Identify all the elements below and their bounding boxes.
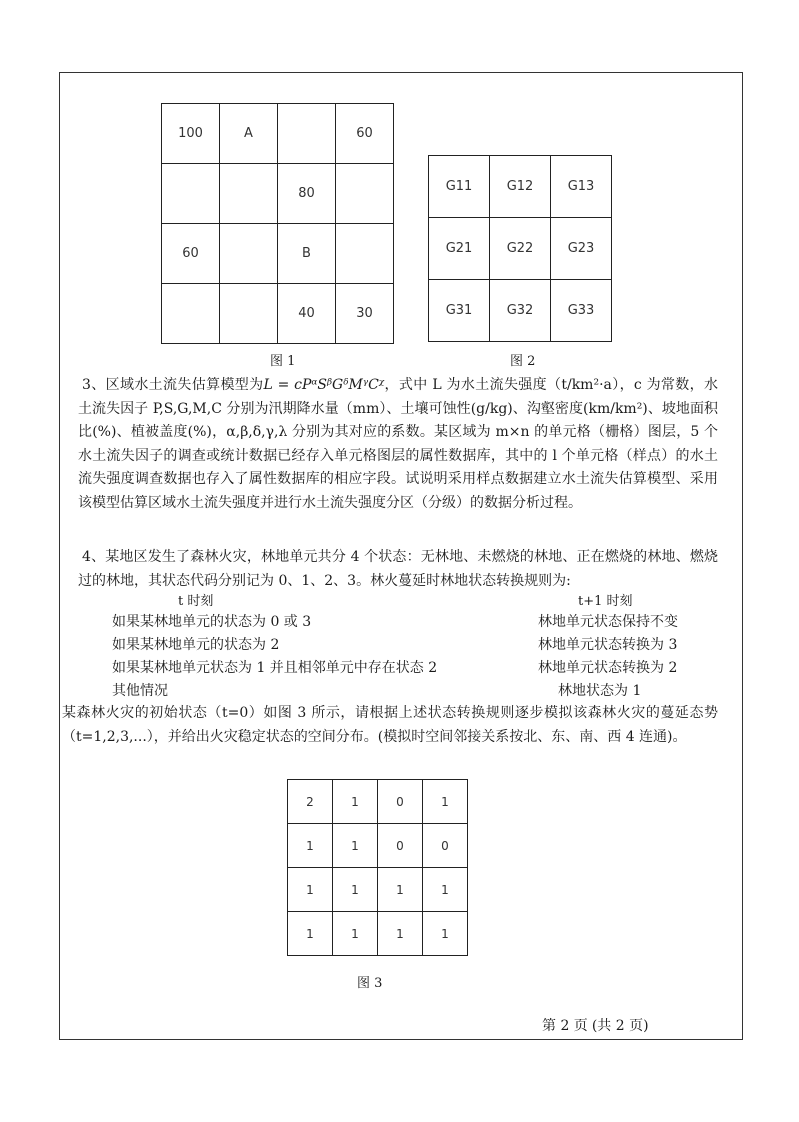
grid-row bbox=[162, 104, 394, 164]
grid-cell: G11 bbox=[429, 156, 490, 218]
grid-cell: 1 bbox=[333, 868, 378, 912]
question-4-outro: 某森林火灾的初始状态（t=0）如图 3 所示，请根据上述状态转换规则逐步模拟该森林火灾的蔓延态势（t=1,2,3,...），并给出火灾稳定状态的空间分布。(模拟时空间邻接关系按北、东、南、西 4 连通)。 bbox=[62, 705, 718, 745]
grid-cell: 100 bbox=[162, 104, 220, 164]
figure-3-grid bbox=[287, 779, 468, 956]
grid-cell: G32 bbox=[490, 280, 551, 342]
grid-cell bbox=[336, 164, 394, 224]
grid-cell: 1 bbox=[288, 912, 333, 956]
grid-cell: 1 bbox=[333, 824, 378, 868]
column-header-t: t 时刻 bbox=[178, 594, 214, 609]
grid-row bbox=[429, 156, 612, 218]
grid-cell: 40 bbox=[278, 284, 336, 344]
grid-cell: 1 bbox=[378, 868, 423, 912]
q3-lead: 3、区域水土流失估算模型为 bbox=[82, 377, 264, 393]
figure-2-grid bbox=[428, 155, 612, 342]
grid-cell: A bbox=[220, 104, 278, 164]
grid-row bbox=[288, 912, 468, 956]
grid-cell bbox=[220, 164, 278, 224]
grid-cell: G21 bbox=[429, 218, 490, 280]
grid-row bbox=[429, 280, 612, 342]
grid-cell: G31 bbox=[429, 280, 490, 342]
grid-cell: 30 bbox=[336, 284, 394, 344]
grid-cell: 1 bbox=[423, 868, 468, 912]
grid-cell: 0 bbox=[378, 780, 423, 824]
grid-cell: G23 bbox=[551, 218, 612, 280]
grid-row bbox=[429, 218, 612, 280]
column-header-t1: t+1 时刻 bbox=[578, 594, 633, 609]
figure-1-caption: 图 1 bbox=[270, 354, 296, 369]
rule-result: 林地状态为 1 bbox=[558, 683, 642, 699]
figure-2-caption: 图 2 bbox=[510, 354, 536, 369]
q3-text: ，式中 L 为水土流失强度（t/km²·a），c 为常数，水土流失因子 P,S,G,M,C 分别为汛期降水量（mm）、土壤可蚀性(g/kg)、沟壑密度(km/km²)、坡地面积比(%)、植被盖度(%)，α,β,δ,γ,λ 分别为其对应的系数。某区域为 m×n 的单元格（栅格）图层，5 个水土流失因子的调查或统计数据已经存入单元格图层的属性数据库，其中的 l 个单元格（样点）的水土流失强度调查数据也存入了属性数据库的相应字段。试说明采用样点数据建立水土流失估算模型、采用该模型估算区域水土流失强度并进行水土流失强度分区（分级）的数据分析过程。 bbox=[78, 377, 718, 511]
grid-cell bbox=[278, 104, 336, 164]
grid-cell: 0 bbox=[423, 824, 468, 868]
grid-cell: G33 bbox=[551, 280, 612, 342]
rule-condition: 如果某林地单元的状态为 0 或 3 bbox=[112, 614, 312, 630]
rule-result: 林地单元状态转换为 3 bbox=[538, 637, 678, 653]
figure-1-grid bbox=[161, 103, 394, 344]
grid-cell: 60 bbox=[162, 224, 220, 284]
grid-cell: 1 bbox=[288, 824, 333, 868]
grid-row bbox=[288, 780, 468, 824]
page-total: (共 2 页) bbox=[591, 1018, 649, 1034]
grid-cell: 1 bbox=[288, 868, 333, 912]
grid-cell bbox=[336, 224, 394, 284]
grid-cell: 1 bbox=[333, 912, 378, 956]
q3-formula: L = cPᵅSᵝGᵟMᵞCᵡ bbox=[263, 377, 385, 393]
rule-condition: 如果某林地单元的状态为 2 bbox=[112, 637, 280, 653]
page-number: 第 2 页 bbox=[542, 1018, 588, 1034]
grid-cell bbox=[162, 284, 220, 344]
grid-cell: 0 bbox=[378, 824, 423, 868]
grid-row bbox=[162, 224, 394, 284]
figure-3-caption: 图 3 bbox=[357, 976, 383, 991]
grid-row bbox=[288, 824, 468, 868]
grid-cell: 2 bbox=[288, 780, 333, 824]
page-footer bbox=[542, 1015, 653, 1035]
grid-cell: 1 bbox=[378, 912, 423, 956]
grid-cell: 1 bbox=[333, 780, 378, 824]
question-4-intro: 4、某地区发生了森林火灾，林地单元共分 4 个状态：无林地、未燃烧的林地、正在燃烧的林地、燃烧过的林地，其状态代码分别记为 0、1、2、3。林火蔓延时林地状态转换规则为: bbox=[78, 549, 718, 589]
grid-cell: 60 bbox=[336, 104, 394, 164]
rule-result: 林地单元状态转换为 2 bbox=[538, 660, 678, 676]
grid-cell bbox=[220, 224, 278, 284]
grid-cell: 1 bbox=[423, 780, 468, 824]
grid-cell: G22 bbox=[490, 218, 551, 280]
grid-cell bbox=[162, 164, 220, 224]
grid-row bbox=[162, 284, 394, 344]
grid-cell: G13 bbox=[551, 156, 612, 218]
grid-row bbox=[162, 164, 394, 224]
rule-condition: 其他情况 bbox=[112, 683, 168, 699]
question-3 bbox=[78, 374, 718, 515]
grid-cell: 80 bbox=[278, 164, 336, 224]
grid-cell: B bbox=[278, 224, 336, 284]
grid-cell: G12 bbox=[490, 156, 551, 218]
rule-condition: 如果某林地单元状态为 1 并且相邻单元中存在状态 2 bbox=[112, 660, 438, 676]
grid-cell bbox=[220, 284, 278, 344]
grid-row bbox=[288, 868, 468, 912]
grid-cell: 1 bbox=[423, 912, 468, 956]
rule-result: 林地单元状态保持不变 bbox=[538, 614, 678, 630]
